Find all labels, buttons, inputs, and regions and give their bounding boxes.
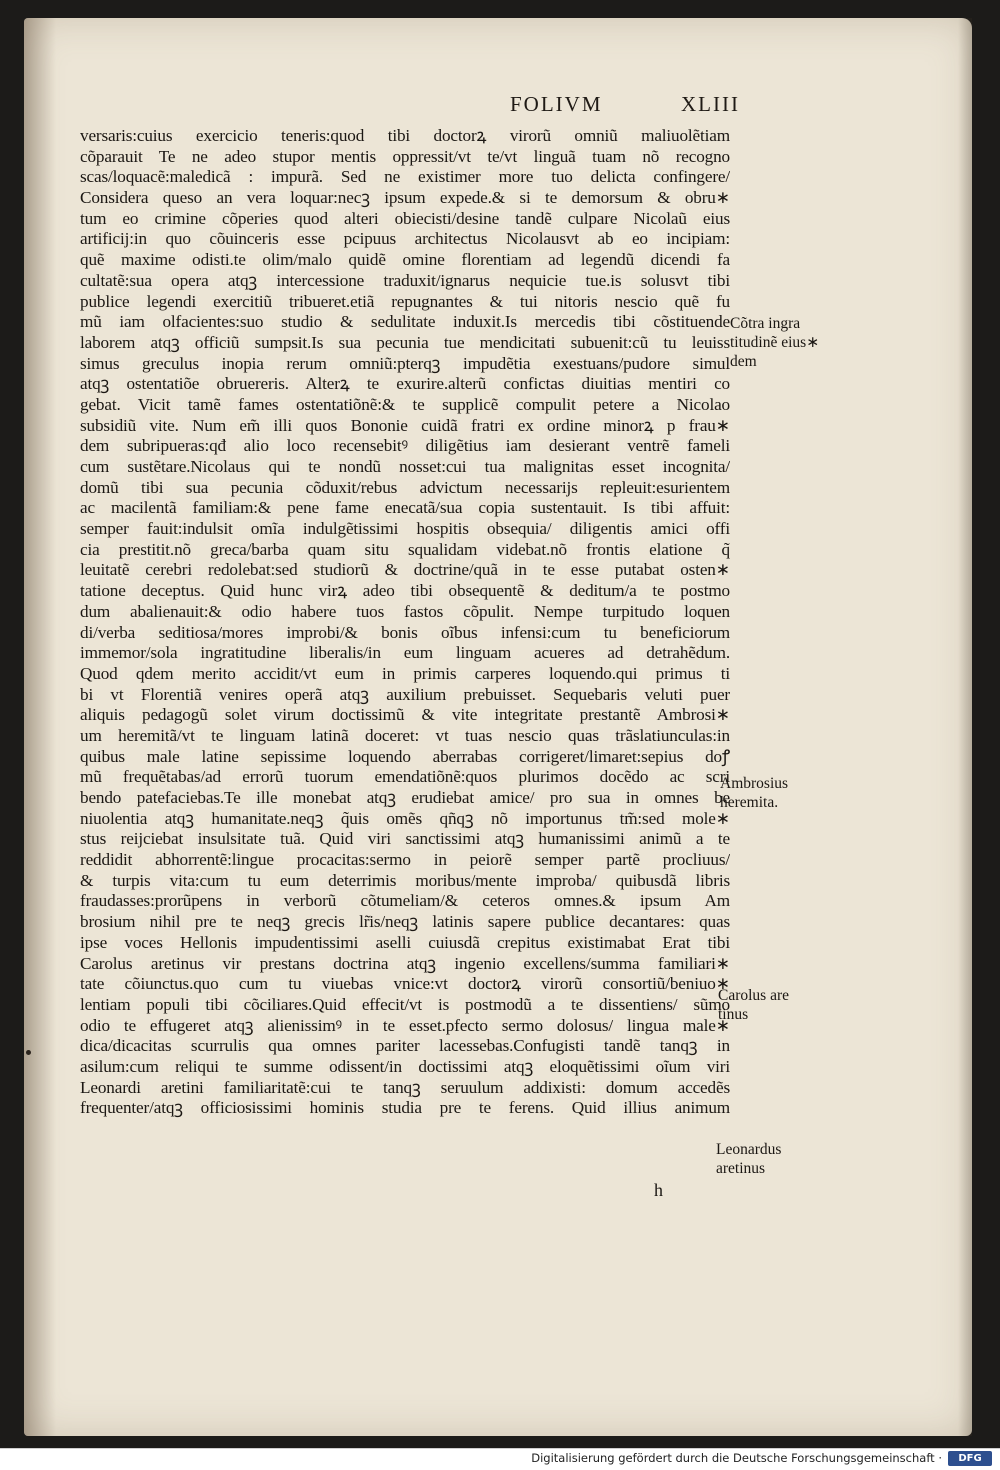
text-line: bi vt Florentiã venires operã atqꝫ auxilium prebuisset. Sequebaris veluti puer — [80, 684, 730, 704]
running-header — [510, 92, 740, 117]
text-line: bendo patefaciebas.Te ille monebat atqꝫ erudiebat amice/ pro sua in omnes be — [80, 788, 730, 807]
text-line: tate cõiunctus.quo cum tu viuebas vnice:vt doctorꝝ virorũ consortiũ/beniuo∗ — [80, 974, 730, 994]
text-line: lentiam populi tibi cõciliares.Quid effecit/vt is postmodũ a te dissentiens/ sũmo — [80, 994, 730, 1014]
text-line: quibus male latine sepissime loquendo aberrabas corrigeret/limaret:sepius doꝭ — [80, 746, 730, 766]
margin-note-contra-ingratitudinem — [730, 314, 840, 371]
text-line: subsidiũ vite. Num em̃ illi quos Bononie cuidã fratri ex ordine minorꝝ p frau∗ — [80, 415, 730, 435]
text-line: atqꝫ ostentatiõe obruereris. Alterꝝ te exurire.alterũ confictas diuitias mentiri co — [80, 374, 730, 394]
dfg-logo-icon: DFG — [948, 1451, 992, 1466]
margin-note-line: aretinus — [716, 1160, 766, 1177]
page-spine-shadow — [24, 18, 56, 1436]
text-line: laborem atqꝫ officiũ sumpsit.Is sua pecunia tue mendicitati subuenit:cũ tu leuiss — [80, 332, 730, 352]
margin-note-line: heremita. — [720, 794, 779, 811]
text-line: cultatẽ:sua opera atqꝫ intercessione traduxit/ignarus nequicie tue.is solusvt tibi — [80, 270, 730, 290]
text-line: domũ tibi sua pecunia cõduxit/rebus advictum necessarijs repleuit:esurientem — [80, 477, 730, 497]
margin-note-carolus — [718, 986, 828, 1024]
text-line: mũ frequẽtabas/ad errorũ tuorum emendatiõnẽ:quos plurimos docẽdo ac scri — [80, 767, 730, 787]
text-line: Quod qdem merito accidit/vt eum in primis carperes loquendo.qui primus ti — [80, 663, 730, 683]
footer-credit: Digitalisierung gefördert durch die Deutsche Forschungsgemeinschaft · — [531, 1451, 942, 1465]
text-line: cia prestitit.nõ greca/barba quam situ squalidam videbat.nõ frontis elatione q̃ — [80, 539, 730, 559]
margin-note-line: Leonardus — [716, 1141, 782, 1158]
text-line: brosium nihil pre te neqꝫ grecis lr̃is/neqꝫ latinis sapere publice decantares: quas — [80, 912, 730, 932]
text-line: stus reijciebat insulsitate tuã. Quid viri sanctissimi atqꝫ humanissimi animũ a te — [80, 829, 730, 849]
text-line: publice legendi exercitiũ tribueret.etiã repugnantes & tui nitoris nescio quẽ fu — [80, 291, 730, 311]
margin-note-line: Carolus are — [718, 987, 790, 1004]
text-line: leuitatẽ cerebri redolebat:sed studiorũ & doctrine/quã in te esse putabat osten∗ — [80, 560, 730, 580]
text-line: quẽ maxime odisti.te olim/malo quidẽ omine florentiam ad legendũ dicendi fa — [80, 250, 730, 270]
text-line: Considera queso an vera loquar:necꝫ ipsum expede.& si te demorsum & obru∗ — [80, 188, 730, 208]
text-line: dica/dicacitas scurrulis qua omnes pariter lacessebas.Confugisti tandẽ tanqꝫ in — [80, 1036, 730, 1056]
margin-note-line: tinus — [718, 1006, 749, 1023]
text-line: artificij:in quo cõuinceris esse pcipuus architectus Nicolausvt ab eo incipiam: — [80, 229, 730, 249]
folio-number: XLIII — [681, 92, 740, 116]
text-line: scas/loquacẽ:maledicã : impurã. Sed ne existimer more tuo delicta confingere/ — [80, 167, 730, 187]
text-line: asilum:cum reliqui te summe odissent/in doctissimi atqꝫ eloquẽtissimi oĩum viri — [80, 1056, 730, 1076]
text-line: odio te effugeret atqꝫ alienissimꝰ in te esset.pfecto sermo dolosus/ lingua male∗ — [80, 1015, 730, 1035]
page-right-edge — [958, 18, 972, 1436]
text-line: um heremitã/vt te linguam latinã doceret: vt tuas nescio quas trãslatiunculas:in — [80, 725, 730, 745]
text-line: Leonardi aretini familiaritatẽ:cui te tanqꝫ seruulum addixisti: domum accedẽs — [80, 1077, 730, 1097]
text-line: fraudasses:prorũpens in verborũ cõtumeliam/& ceteros omnes.& ipsum Am — [80, 891, 730, 911]
text-line: tum eo crimine cõperies quod alteri obiecisti/desine tandẽ culpare Nicolaũ eius — [80, 208, 730, 228]
text-line: reddidit abhorrentẽ:lingue procacitas:sermo in peiorẽ semper partẽ procliuus/ — [80, 850, 730, 870]
text-line: cum sustẽtare.Nicolaus qui te nondũ nosset:cui tua malignitas esset incognita/ — [80, 457, 730, 476]
text-line: dem subripueras:qđ alio loco recensebitꝰ diligẽtius iam desierant ventrẽ fameli — [80, 436, 730, 456]
text-line: ac macilentã familiam:& pene fame enecatã/sua copia sustentauit. Is tibi affuit: — [80, 498, 730, 518]
text-line: versaris:cuius exercicio teneris:quod tibi doctorꝝ virorũ omniũ maliuolẽtiam — [80, 126, 730, 145]
text-line: Carolus aretinus vir prestans doctrina atqꝫ ingenio excellens/summa familiari∗ — [80, 953, 730, 973]
text-line: semper fauit:indulsit omĩa indulgẽtissimi hospitis obsequia/ diligentis amici offi — [80, 519, 730, 539]
margin-note-ambrosius — [720, 774, 830, 812]
text-line: dum abalienauit:& odio habere tuos fastos cõpulit. Nempe turpitudo loquen — [80, 601, 730, 621]
text-line: simus greculus inopia rerum omniũ:pterqꝫ impudẽtia exestuans/pudore simul — [80, 353, 730, 373]
text-line: aliquis pedagogũ solet virum doctissimũ & vite integritate prestantẽ Ambrosi∗ — [80, 705, 730, 725]
text-line: frequenter/atqꝫ officiosissimi hominis studia pre te ferens. Quid illius animum — [80, 1098, 730, 1118]
footer-bar — [0, 1448, 1000, 1470]
text-line: tatione deceptus. Quid hunc virꝝ adeo tibi obsequentẽ & deditum/a te postmo — [80, 581, 730, 601]
margin-note-line: dem — [730, 353, 757, 370]
text-line: niuolentia atqꝫ humanitate.neqꝫ q̃uis omẽs qñqꝫ nõ importunus tm̃:sed mole∗ — [80, 808, 730, 828]
text-line: di/verba seditiosa/mores improbi/& bonis oĩbus infensi:cum tu beneficiorum — [80, 622, 730, 642]
folio-label: FOLIVM — [510, 92, 603, 116]
gathering-signature: h — [654, 1180, 663, 1200]
text-line: mũ iam olfacientes:suo studio & sedulitate induxit.Is mercedis tibi cõstituende — [80, 312, 730, 332]
text-line: & turpis vita:cum tu eum deterrimis moribus/mente improba/ quibusdã libris — [80, 870, 730, 890]
text-line: cõparauit Te ne adeo stupor mentis oppressit/vt te/vt linguã tuam nõ recogno — [80, 146, 730, 166]
text-line: immemor/sola ingratitudine liberalis/in eum linguam acueres ad detrahẽdum. — [80, 643, 730, 663]
text-line: gebat. Vicit tamẽ fames ostentatiõnẽ:& te supplicẽ compulit petere a Nicolao — [80, 394, 730, 414]
margin-note-line: titudinẽ eius∗ — [730, 334, 820, 351]
main-text-block — [80, 126, 730, 1119]
margin-note-line: Cõtra ingra — [730, 315, 801, 332]
ink-speck — [26, 1050, 31, 1055]
margin-note-leonardus — [716, 1140, 826, 1178]
margin-note-line: Ambrosius — [720, 775, 789, 792]
text-line: ipse voces Hellonis impudentissimi aselli cuiusdã crepitus existimabat Erat tibi — [80, 932, 730, 952]
